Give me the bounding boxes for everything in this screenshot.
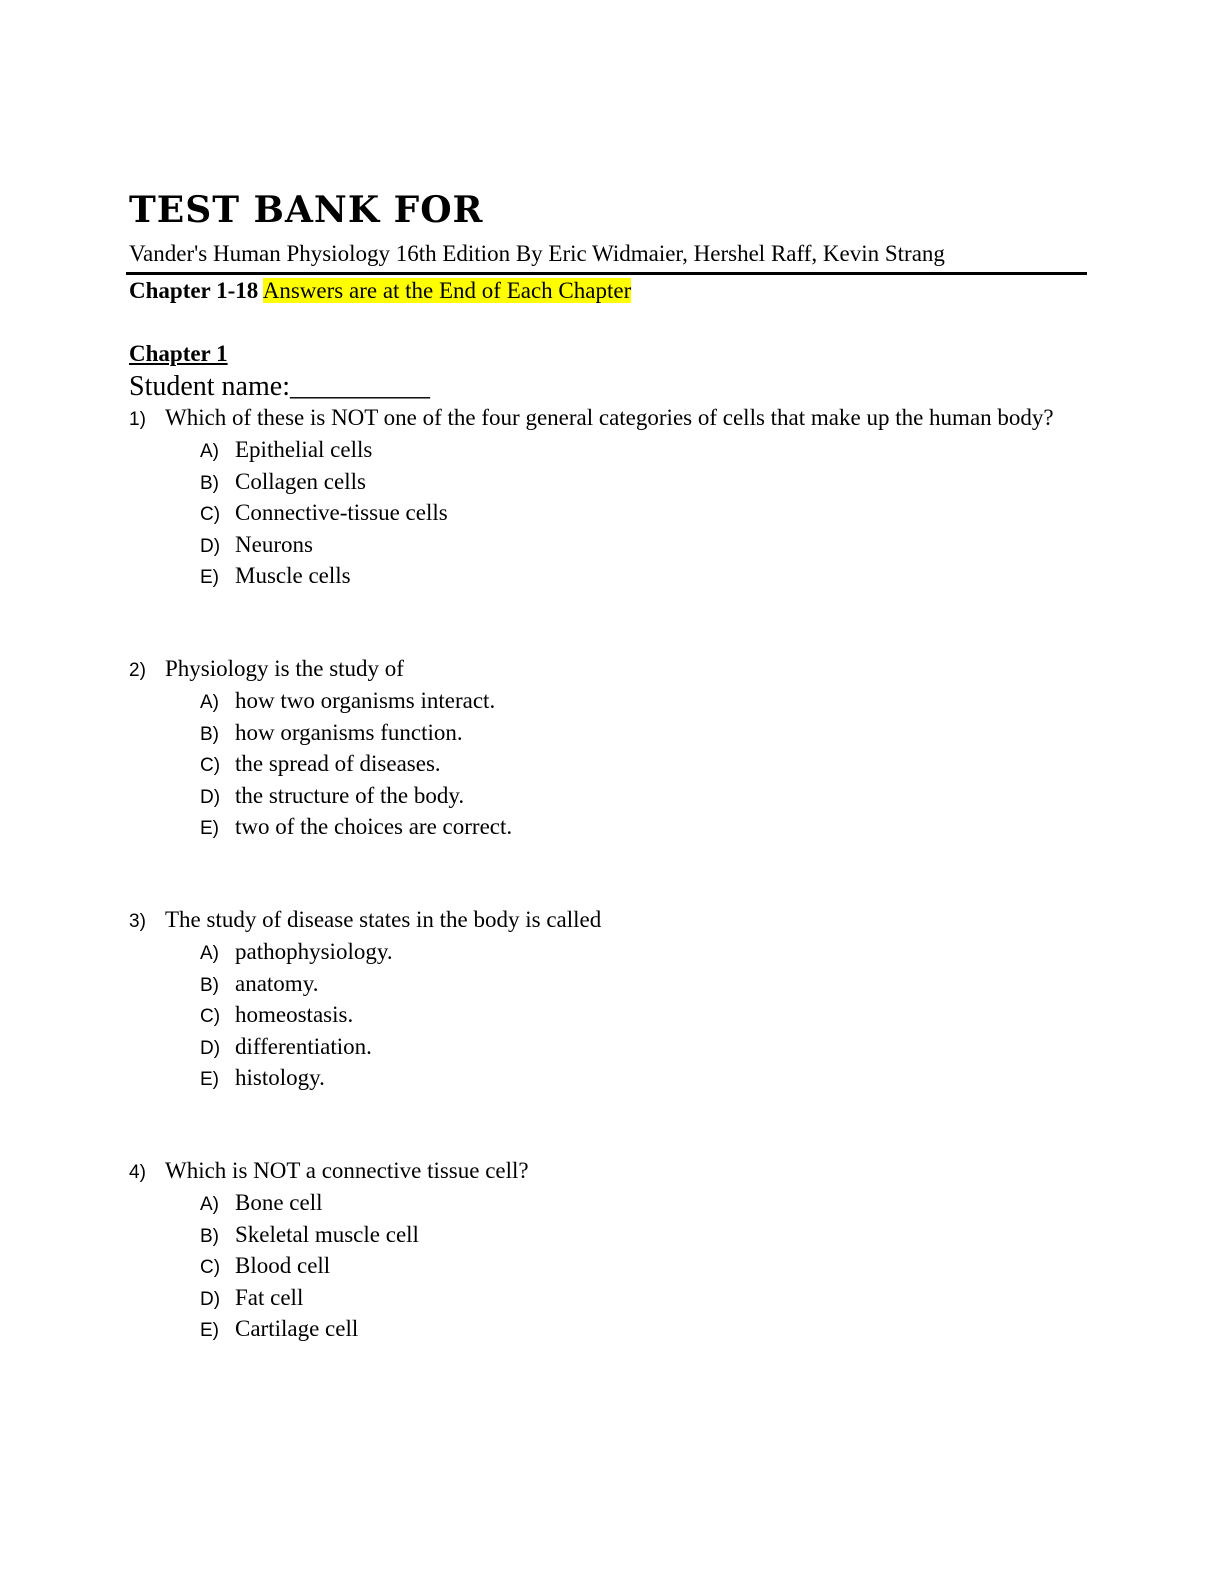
choice-c: [129, 500, 1129, 532]
choice-a: [129, 939, 1129, 971]
choice-b: [129, 971, 1129, 1003]
choice-text: homeostasis.: [235, 1002, 354, 1028]
choice-text: Muscle cells: [235, 563, 351, 589]
choice-c: [129, 1253, 1129, 1285]
answers-note-highlight: Answers are at the End of Each Chapter: [262, 278, 632, 303]
question-number: 1): [129, 409, 146, 430]
choice-d: [129, 783, 1129, 815]
choice-a: [129, 1190, 1129, 1222]
choice-text: Skeletal muscle cell: [235, 1221, 419, 1247]
choice-b: [129, 720, 1129, 752]
choice-text: anatomy.: [235, 970, 319, 996]
choice-c: [129, 1002, 1129, 1034]
question-text: The study of disease states in the body is called: [165, 907, 602, 932]
choice-letter: A): [200, 441, 219, 462]
choice-text: Collagen cells: [235, 468, 366, 494]
question-number: 4): [129, 1162, 146, 1183]
question-stem: [129, 907, 1129, 939]
choice-text: two of the choices are correct.: [235, 814, 513, 840]
choice-text: the structure of the body.: [235, 782, 465, 808]
question-3: [129, 907, 1129, 1097]
question-number: 2): [129, 660, 146, 681]
question-stem: [129, 656, 1129, 688]
choice-text: histology.: [235, 1065, 325, 1091]
chapter-range-line: [129, 277, 631, 305]
question-stem: [129, 405, 1129, 437]
book-subtitle: Vander's Human Physiology 16th Edition By Eric Widmaier, Hershel Raff, Kevin Strang: [129, 241, 945, 266]
choice-text: Connective-tissue cells: [235, 500, 448, 526]
choice-letter: D): [200, 535, 221, 557]
header-rule: [126, 272, 1087, 275]
question-4: [129, 1158, 1129, 1348]
question-1: [129, 405, 1129, 595]
choice-letter: C): [200, 504, 221, 526]
choice-letter: D): [200, 1288, 221, 1310]
choice-letter: A): [200, 943, 219, 964]
choice-letter: A): [200, 692, 219, 713]
choice-text: Bone cell: [235, 1190, 323, 1215]
choice-text: differentiation.: [235, 1033, 372, 1059]
choice-letter: C): [200, 1006, 221, 1028]
choice-e: [129, 563, 1129, 595]
choice-text: the spread of diseases.: [235, 751, 441, 777]
question-2: [129, 656, 1129, 846]
question-text: Which of these is NOT one of the four general categories of cells that make up the human body?: [165, 405, 1054, 430]
choice-letter: E): [200, 1069, 219, 1091]
chapter-heading: Chapter 1: [129, 341, 228, 366]
choice-a: [129, 437, 1129, 469]
choice-d: [129, 1285, 1129, 1317]
choice-letter: E): [200, 567, 219, 589]
choice-b: [129, 1222, 1129, 1254]
choice-letter: B): [200, 974, 219, 996]
choice-list: [129, 1190, 1129, 1348]
choice-letter: B): [200, 472, 219, 494]
choice-letter: D): [200, 786, 221, 808]
choice-text: pathophysiology.: [235, 939, 393, 964]
chapter-range-label: Chapter 1-18: [129, 278, 259, 303]
choice-letter: B): [200, 1225, 219, 1247]
choice-text: Cartilage cell: [235, 1316, 359, 1342]
choice-text: how two organisms interact.: [235, 688, 496, 713]
choice-e: [129, 1065, 1129, 1097]
choice-list: [129, 437, 1129, 595]
question-text: Which is NOT a connective tissue cell?: [165, 1158, 529, 1183]
choice-e: [129, 1316, 1129, 1348]
choice-text: Blood cell: [235, 1253, 331, 1279]
choice-list: [129, 688, 1129, 846]
choice-text: Neurons: [235, 531, 313, 557]
choice-text: Fat cell: [235, 1284, 304, 1310]
choice-b: [129, 469, 1129, 501]
student-name-field: Student name:__________: [129, 371, 430, 402]
choice-letter: C): [200, 1257, 221, 1279]
choice-letter: B): [200, 723, 219, 745]
choice-a: [129, 688, 1129, 720]
choice-letter: E): [200, 1320, 219, 1342]
choice-list: [129, 939, 1129, 1097]
choice-letter: C): [200, 755, 221, 777]
choice-letter: D): [200, 1037, 221, 1059]
choice-letter: E): [200, 818, 219, 840]
choice-c: [129, 751, 1129, 783]
document-title: TEST BANK FOR: [129, 189, 484, 231]
choice-d: [129, 1034, 1129, 1066]
choice-d: [129, 532, 1129, 564]
question-number: 3): [129, 911, 146, 932]
question-text: Physiology is the study of: [165, 656, 404, 681]
question-stem: [129, 1158, 1129, 1190]
choice-letter: A): [200, 1194, 219, 1215]
choice-text: how organisms function.: [235, 719, 463, 745]
choice-e: [129, 814, 1129, 846]
choice-text: Epithelial cells: [235, 437, 373, 462]
